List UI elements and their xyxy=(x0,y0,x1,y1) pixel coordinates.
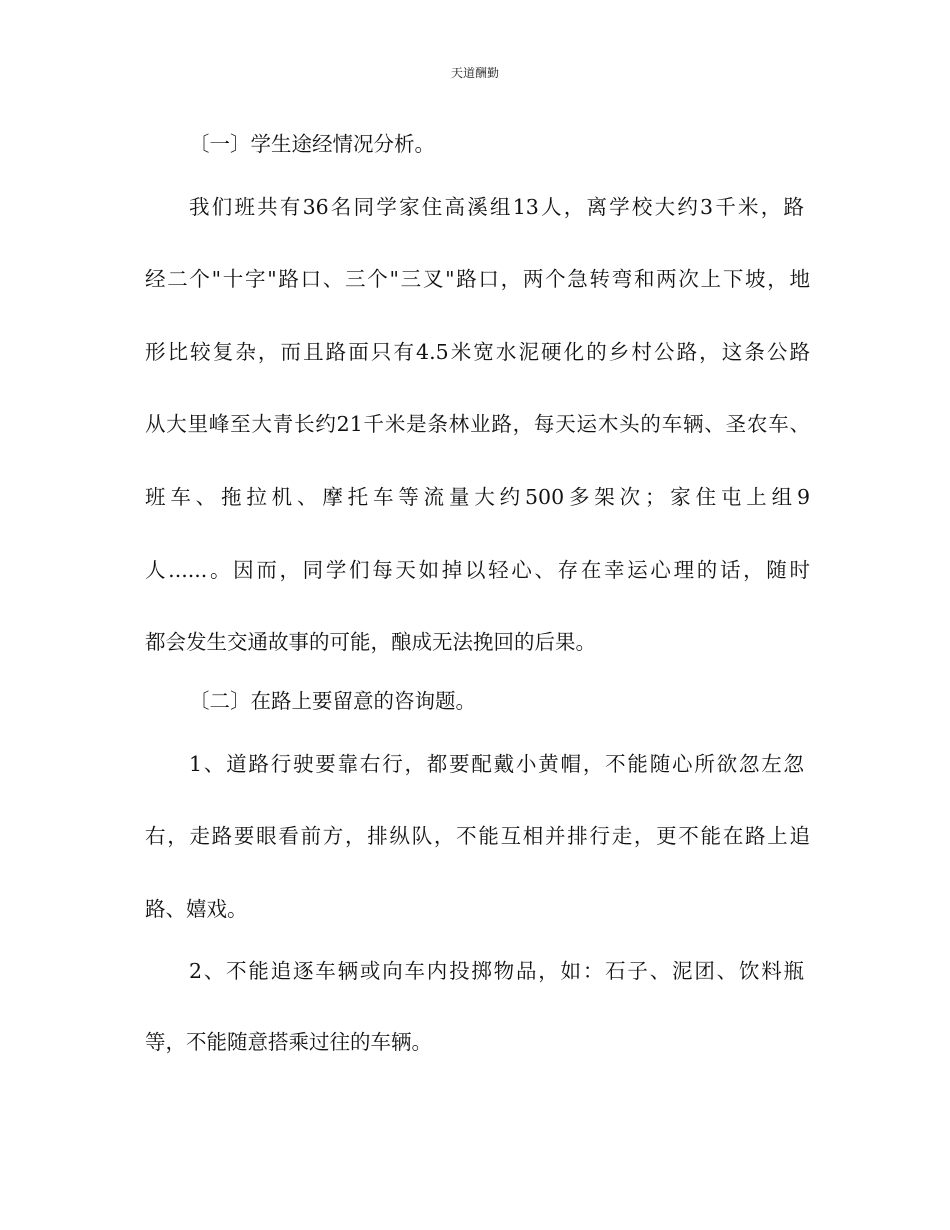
list-item-line: 右，走路要眼看前方，排纵队，不能互相并排行走，更不能在路上追 xyxy=(145,824,810,848)
list-item-line: 2、不能追逐车辆或向车内投掷物品，如：石子、泥团、饮料瓶 xyxy=(189,959,804,983)
list-item-line: 等，不能随意搭乘过往的车辆。 xyxy=(145,1030,432,1054)
page-header: 天道酬勤 xyxy=(450,66,499,80)
paragraph-line: 形比较复杂，而且路面只有4.5米宽水泥硬化的乡村公路，这条公路 xyxy=(145,340,810,364)
paragraph-line: 人......。因而，同学们每天如掉以轻心、存在幸运心理的话，随时 xyxy=(145,558,810,582)
section-heading-2: 〔二〕在路上要留意的咨询题。 xyxy=(189,689,476,713)
paragraph-line: 从大里峰至大青长约21千米是条林业路，每天运木头的车辆、圣农车、 xyxy=(145,412,810,436)
paragraph-line: 班车、拖拉机、摩托车等流量大约500多架次；家住屯上组9 xyxy=(145,485,810,509)
list-item-line: 路、嬉戏。 xyxy=(145,897,248,921)
paragraph-line: 经二个"十字"路口、三个"三叉"路口，两个急转弯和两次上下坡，地 xyxy=(145,267,810,291)
section-heading-1: 〔一〕学生途经情况分析。 xyxy=(189,132,435,156)
paragraph-line: 都会发生交通故事的可能，酿成无法挽回的后果。 xyxy=(145,630,596,654)
list-item-line: 1、道路行驶要靠右行，都要配戴小黄帽，不能随心所欲忽左忽 xyxy=(189,752,804,776)
paragraph-line: 我们班共有36名同学家住高溪组13人，离学校大约3千米，路 xyxy=(189,195,804,219)
